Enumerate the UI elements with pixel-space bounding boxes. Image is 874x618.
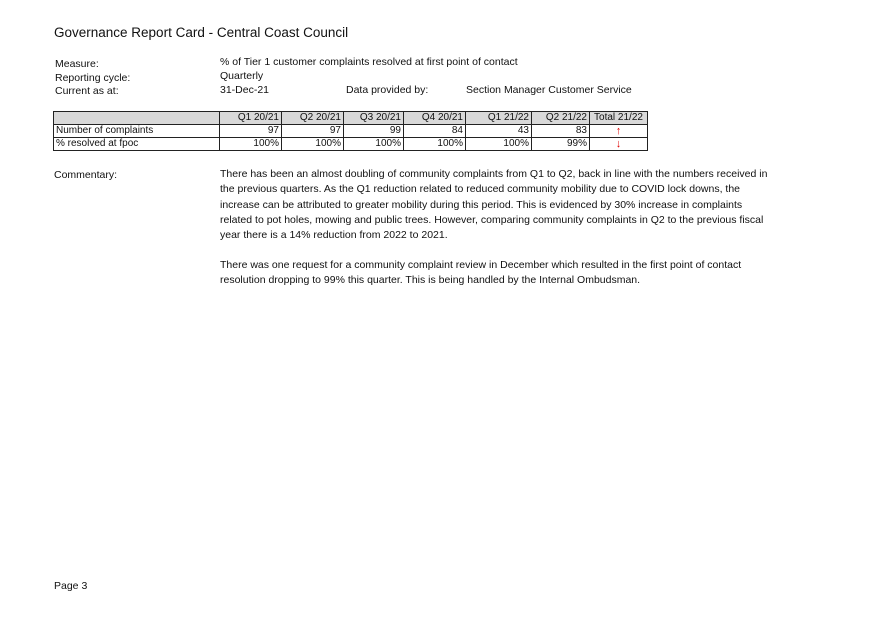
measure-value: % of Tier 1 customer complaints resolved at first point of contact [220, 56, 518, 68]
trend-cell [590, 138, 648, 151]
table-row-number-of-complaints [54, 125, 648, 138]
commentary-paragraph-2: There was one request for a community complaint review in December which resulted in the first point of contact resolution dropping to 99% this quarter. This is being handled by the Internal Ombudsman. [220, 259, 742, 287]
measure-label: Measure: [55, 58, 99, 70]
table-cell: 100% [220, 138, 282, 151]
page-number: Page 3 [54, 580, 88, 592]
table-header-q2-2021: Q2 20/21 [282, 112, 344, 125]
table-header-q2-2122: Q2 21/22 [532, 112, 590, 125]
table-cell: 100% [344, 138, 404, 151]
table-header-corner [54, 112, 220, 125]
current-as-at-label: Current as at: [55, 85, 119, 97]
table-cell: 100% [404, 138, 466, 151]
report-title: Governance Report Card - Central Coast Council [54, 25, 349, 40]
table-header-q3-2021: Q3 20/21 [344, 112, 404, 125]
complaints-table [53, 111, 648, 151]
table-cell: 43 [466, 125, 532, 138]
commentary-paragraph-1: There has been an almost doubling of community complaints from Q1 to Q2, back in line with the numbers received in the previous quarters. As the Q1 reduction related to reduced community mobility due to COVID lock downs, the increase can be attributed to greater mobility during this period. This is evidenced by 30% increase in complaints related to pot holes, mowing and public trees. However, comparing community complaints in Q2 to the previous fiscal year there is a 14% reduction from 2022 to 2021. [220, 168, 768, 242]
table-cell: 99% [532, 138, 590, 151]
row-label: % resolved at fpoc [54, 138, 220, 151]
table-row-percent-resolved [54, 138, 648, 151]
table-cell: 83 [532, 125, 590, 138]
reporting-cycle-value: Quarterly [220, 70, 264, 82]
table-cell: 97 [282, 125, 344, 138]
table-header-q1-2122: Q1 21/22 [466, 112, 532, 125]
table-header-row [54, 112, 648, 125]
data-provided-label: Data provided by: [346, 84, 429, 96]
down-arrow-icon: ↓ [615, 138, 622, 150]
table-header-total: Total 21/22 [590, 112, 648, 125]
commentary-label: Commentary: [54, 169, 118, 181]
table-cell: 100% [282, 138, 344, 151]
reporting-cycle-label: Reporting cycle: [55, 72, 131, 84]
table-header-q1-2021: Q1 20/21 [220, 112, 282, 125]
data-provided-value: Section Manager Customer Service [466, 84, 632, 96]
row-label: Number of complaints [54, 125, 220, 138]
table-header-q4-2021: Q4 20/21 [404, 112, 466, 125]
table-cell: 99 [344, 125, 404, 138]
up-arrow-icon: ↑ [615, 125, 622, 137]
current-as-at-value: 31-Dec-21 [220, 84, 270, 96]
table-cell: 100% [466, 138, 532, 151]
table-cell: 97 [220, 125, 282, 138]
trend-cell [590, 125, 648, 138]
table-cell: 84 [404, 125, 466, 138]
